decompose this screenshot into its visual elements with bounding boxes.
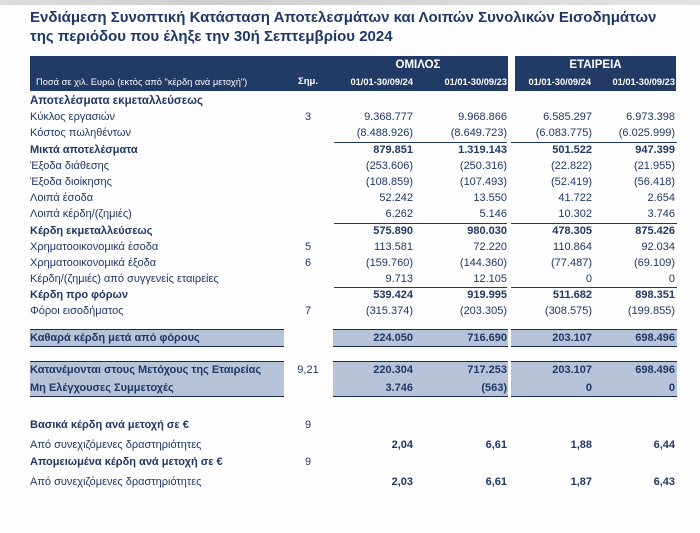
row-value xyxy=(592,417,675,433)
row-label: Μικτά αποτελέσματα xyxy=(30,143,138,156)
period-header-group-current: 01/01-30/09/24 xyxy=(350,77,413,87)
row-value xyxy=(505,417,592,433)
row-value: 6,43 xyxy=(653,476,675,488)
table-row xyxy=(0,417,700,433)
row-note-ref xyxy=(288,93,328,109)
row-value: 9.713 xyxy=(385,273,413,286)
row-value: 980.030 xyxy=(467,224,507,237)
table-row xyxy=(0,190,700,206)
row-value: 203.107 xyxy=(552,331,592,344)
row-value: (144.360) xyxy=(459,256,507,269)
row-value: 2,03 xyxy=(391,476,413,488)
row-note-ref xyxy=(288,473,328,491)
group-header-label: ΟΜΙΛΟΣ xyxy=(395,59,441,71)
row-value xyxy=(420,93,507,109)
row-note-ref: 9 xyxy=(304,455,312,468)
row-value: 875.426 xyxy=(635,224,675,237)
row-value: 947.399 xyxy=(635,143,675,156)
row-value: 1.319.143 xyxy=(458,143,507,156)
row-note-ref xyxy=(288,125,328,141)
row-value: 9.368.777 xyxy=(364,111,413,124)
unit-label: Ποσά σε χιλ. Ευρώ (εκτός από "κέρδη ανά μετοχή") xyxy=(36,77,248,87)
note-column-header: Σημ. xyxy=(298,76,318,87)
row-value: (253.606) xyxy=(365,159,413,172)
row-value: 224.050 xyxy=(373,331,413,344)
row-value: 539.424 xyxy=(373,289,413,302)
row-label: Από συνεχιζόμενες δραστηριότητες xyxy=(30,476,202,488)
row-value: 203.107 xyxy=(552,363,592,376)
company-header-bar xyxy=(515,56,676,91)
row-value: 41.722 xyxy=(558,192,592,205)
table-row xyxy=(0,158,700,174)
row-value: 0 xyxy=(585,273,592,286)
row-value xyxy=(328,93,413,109)
row-label: Κατανέμονται στους Μετόχους της Εταιρείας xyxy=(30,363,262,376)
table-row xyxy=(0,473,700,491)
row-value xyxy=(420,417,507,433)
table-row xyxy=(0,303,700,319)
row-value: (8.488.926) xyxy=(356,127,413,140)
row-value: 511.682 xyxy=(552,289,592,302)
table-row xyxy=(0,174,700,190)
row-note-ref xyxy=(288,329,328,347)
row-label: Βασικά κέρδη ανά μετοχή σε € xyxy=(30,418,189,431)
row-value: 698.496 xyxy=(635,363,675,376)
row-note-ref xyxy=(288,158,328,174)
statement-title xyxy=(30,8,680,46)
row-value: (6.025.999) xyxy=(618,127,675,140)
row-value xyxy=(505,454,592,470)
row-value: 6,61 xyxy=(485,438,507,451)
row-value: 1,88 xyxy=(570,438,592,451)
row-label: Λοιπά κέρδη/(ζημιές) xyxy=(30,208,132,221)
row-value: (69.109) xyxy=(634,256,675,269)
row-value: (21.955) xyxy=(634,159,675,172)
row-value: 220.304 xyxy=(373,363,413,376)
row-value: (250.316) xyxy=(459,159,507,172)
row-note-ref: 3 xyxy=(304,111,312,124)
table-row xyxy=(0,206,700,222)
row-label: Χρηματοοικονομικά έσοδα xyxy=(30,240,159,253)
row-value: 6,61 xyxy=(485,476,507,488)
row-value: (52.419) xyxy=(551,175,592,188)
row-value: (159.760) xyxy=(365,256,413,269)
row-label: Κόστος πωληθέντων xyxy=(30,127,132,140)
period-header-company-prior: 01/01-30/09/23 xyxy=(612,77,675,87)
row-value xyxy=(420,454,507,470)
row-note-ref: 7 xyxy=(304,305,312,318)
row-value: 501.522 xyxy=(552,143,592,156)
row-label: Έξοδα διοίκησης xyxy=(30,175,112,188)
row-label: Κέρδη/(ζημιές) από συγγενείς εταιρείες xyxy=(30,273,219,286)
row-value: 919.995 xyxy=(467,289,507,302)
row-value: (6.083.775) xyxy=(535,127,592,140)
row-label: Μη Ελέγχουσες Συμμετοχές xyxy=(30,381,174,394)
row-value: 2,04 xyxy=(391,438,413,451)
row-note-ref: 9,21 xyxy=(297,363,319,376)
group-header-bar xyxy=(30,56,508,91)
row-value: 0 xyxy=(585,381,592,394)
row-label: Έξοδα διάθεσης xyxy=(30,159,110,172)
row-value xyxy=(328,417,413,433)
row-value: (203.305) xyxy=(459,305,507,318)
table-row xyxy=(0,109,700,125)
row-label: Καθαρά κέρδη μετά από φόρους xyxy=(30,331,200,344)
row-label: Χρηματοοικονομικά έξοδα xyxy=(30,256,157,269)
row-value: 716.690 xyxy=(467,331,507,344)
row-note-ref: 5 xyxy=(304,240,312,253)
statement-title-line1: Ενδιάμεση Συνοπτική Κατάσταση Αποτελεσμάτων και Λοιπών Συνολικών Εισοδημάτων xyxy=(30,9,657,26)
row-value: 52.242 xyxy=(379,192,413,205)
row-value: (8.649.723) xyxy=(450,127,507,140)
row-value: (22.822) xyxy=(551,159,592,172)
table-row xyxy=(0,271,700,287)
row-value: 6,44 xyxy=(653,438,675,451)
row-value: 9.968.866 xyxy=(458,111,507,124)
row-value: 3.746 xyxy=(385,381,413,394)
period-header-group-prior: 01/01-30/09/23 xyxy=(444,77,507,87)
period-header-company-current: 01/01-30/09/24 xyxy=(528,77,591,87)
row-value: 1,87 xyxy=(570,476,592,488)
row-value: 898.351 xyxy=(635,289,675,302)
row-note-ref xyxy=(288,436,328,454)
row-label: Αποτελέσματα εκμεταλλεύσεως xyxy=(30,95,203,107)
row-value: 698.496 xyxy=(635,331,675,344)
row-value xyxy=(328,454,413,470)
row-value: 6.585.297 xyxy=(543,111,592,124)
row-note-ref xyxy=(288,142,328,158)
row-value: 92.034 xyxy=(641,240,675,253)
row-note-ref: 9 xyxy=(304,418,312,431)
row-value: 72.220 xyxy=(473,240,507,253)
row-value: (199.855) xyxy=(627,305,675,318)
table-row xyxy=(0,329,700,347)
row-value: (315.374) xyxy=(365,305,413,318)
row-value: 0 xyxy=(668,381,675,394)
table-row xyxy=(0,436,700,454)
row-value xyxy=(592,454,675,470)
row-value: 478.305 xyxy=(552,224,592,237)
row-value: (563) xyxy=(481,381,507,394)
row-value: 13.550 xyxy=(473,192,507,205)
table-row xyxy=(0,142,700,158)
row-value: 575.890 xyxy=(373,224,413,237)
row-note-ref xyxy=(288,271,328,287)
table-row xyxy=(0,454,700,470)
row-note-ref: 6 xyxy=(304,256,312,269)
row-note-ref xyxy=(288,223,328,239)
row-label: Απομειωμένα κέρδη ανά μετοχή σε € xyxy=(30,455,223,468)
row-value: (308.575) xyxy=(544,305,592,318)
row-label: Κέρδη προ φόρων xyxy=(30,289,128,302)
table-row xyxy=(0,223,700,239)
table-row xyxy=(0,287,700,303)
row-note-ref xyxy=(288,287,328,303)
row-value: 5.146 xyxy=(479,208,507,221)
row-value: (77.487) xyxy=(551,256,592,269)
row-value xyxy=(505,93,592,109)
row-value: 6.262 xyxy=(385,208,413,221)
row-value: 12.105 xyxy=(473,273,507,286)
row-value: 0 xyxy=(668,273,675,286)
row-note-ref xyxy=(288,174,328,190)
row-value: 3.746 xyxy=(647,208,675,221)
row-value: 6.973.398 xyxy=(626,111,675,124)
row-value: (107.493) xyxy=(459,175,507,188)
row-value xyxy=(592,93,675,109)
statement-title-line2: της περιόδου που έληξε την 30ή Σεπτεμβρίου 2024 xyxy=(30,28,393,45)
row-label: Κέρδη εκμεταλλεύσεως xyxy=(30,224,153,237)
row-value: (56.418) xyxy=(634,175,675,188)
row-value: (108.859) xyxy=(365,175,413,188)
row-value: 110.864 xyxy=(553,240,592,253)
row-label: Λοιπά έσοδα xyxy=(30,192,94,205)
table-row xyxy=(0,93,700,109)
row-value: 717.253 xyxy=(467,363,507,376)
company-header-label: ΕΤΑΙΡΕΙΑ xyxy=(569,59,622,71)
table-row xyxy=(0,379,700,397)
row-note-ref xyxy=(288,206,328,222)
row-note-ref xyxy=(288,190,328,206)
row-value: 10.302 xyxy=(558,208,592,221)
table-row xyxy=(0,125,700,141)
row-value: 879.851 xyxy=(373,143,413,156)
row-label: Από συνεχιζόμενες δραστηριότητες xyxy=(30,438,202,451)
table-row xyxy=(0,255,700,271)
table-row xyxy=(0,239,700,255)
table-row xyxy=(0,361,700,379)
row-value: 113.581 xyxy=(374,240,413,253)
page-top-edge xyxy=(0,0,700,5)
row-value: 2.654 xyxy=(647,192,675,205)
row-label: Φόροι εισοδήματος xyxy=(30,305,124,318)
row-note-ref xyxy=(288,379,328,397)
table-body xyxy=(0,93,700,491)
row-label: Κύκλος εργασιών xyxy=(30,111,116,124)
